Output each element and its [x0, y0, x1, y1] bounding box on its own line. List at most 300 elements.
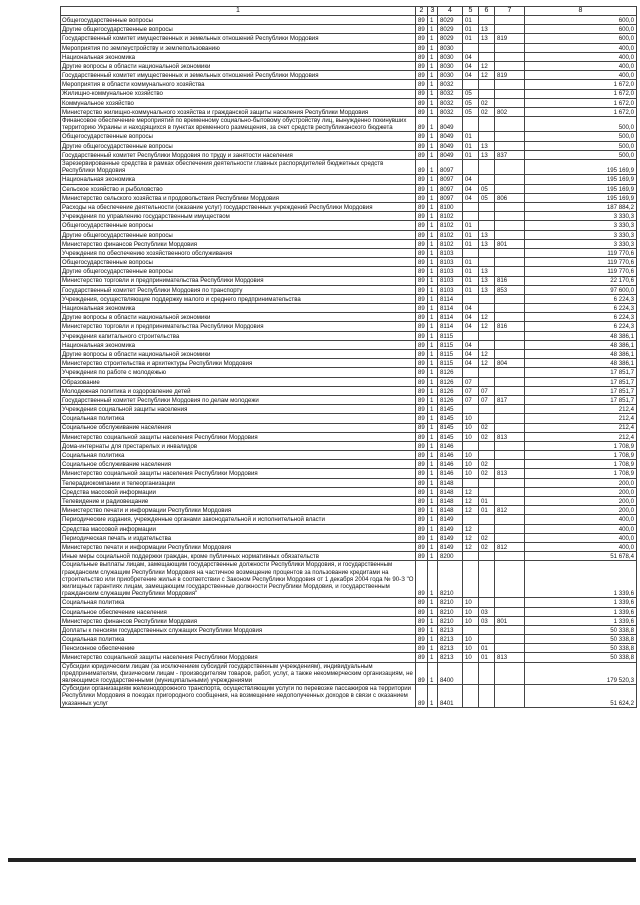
cell-ministry-code — [495, 304, 525, 313]
cell-ministry-code — [495, 160, 525, 175]
cell-code-b: 1 — [428, 71, 438, 80]
cell-code-b: 1 — [428, 561, 438, 598]
table-row — [61, 150, 637, 159]
cell-code-a: 89 — [416, 313, 428, 322]
cell-target-code: 8126 — [438, 395, 463, 404]
cell-item-name: Доплаты к пенсиям государственных служащих Республики Мордовия — [61, 625, 416, 634]
table-row — [61, 25, 637, 34]
cell-item-name: Периодические издания, учрежденные органами законодательной и исполнительной власти — [61, 515, 416, 524]
cell-ministry-code: 806 — [495, 193, 525, 202]
cell-amount: 3 330,3 — [525, 212, 637, 221]
cell-ministry-code — [495, 487, 525, 496]
cell-ministry-code — [495, 52, 525, 61]
cell-item-name: Общегосударственные вопросы — [61, 221, 416, 230]
cell-code-b: 1 — [428, 598, 438, 607]
cell-code-b: 1 — [428, 16, 438, 25]
cell-subsection — [479, 561, 495, 598]
cell-amount: 500,0 — [525, 117, 637, 132]
cell-subsection — [479, 662, 495, 685]
cell-target-code: 8145 — [438, 405, 463, 414]
cell-item-name: Учреждения по работе с молодежью — [61, 368, 416, 377]
cell-amount: 1 708,9 — [525, 469, 637, 478]
cell-target-code: 8126 — [438, 377, 463, 386]
cell-item-name: Пенсионное обеспечение — [61, 644, 416, 653]
cell-code-a: 89 — [416, 132, 428, 141]
cell-target-code: 8115 — [438, 331, 463, 340]
cell-code-b: 1 — [428, 460, 438, 469]
cell-amount: 1 672,0 — [525, 107, 637, 116]
cell-item-name: Министерство финансов Республики Мордовия — [61, 616, 416, 625]
cell-section: 12 — [463, 542, 479, 551]
cell-item-name: Мероприятия по землеустройству и землепользованию — [61, 43, 416, 52]
cell-code-b: 1 — [428, 107, 438, 116]
table-row — [61, 598, 637, 607]
cell-subsection: 01 — [479, 644, 495, 653]
table-row — [61, 524, 637, 533]
cell-code-a: 89 — [416, 71, 428, 80]
cell-subsection — [479, 132, 495, 141]
cell-subsection: 13 — [479, 267, 495, 276]
cell-subsection — [479, 515, 495, 524]
cell-item-name: Коммунальное хозяйство — [61, 98, 416, 107]
table-row — [61, 460, 637, 469]
cell-ministry-code: 816 — [495, 276, 525, 285]
cell-subsection: 02 — [479, 533, 495, 542]
cell-section: 01 — [463, 16, 479, 25]
cell-amount: 600,0 — [525, 25, 637, 34]
cell-item-name: Расходы на обеспечение деятельности (оказание услуг) государственных учреждений Республики Мордовия — [61, 203, 416, 212]
cell-section: 07 — [463, 395, 479, 404]
cell-code-a: 89 — [416, 685, 428, 708]
cell-amount: 400,0 — [525, 71, 637, 80]
cell-subsection — [479, 160, 495, 175]
table-row — [61, 395, 637, 404]
cell-code-b: 1 — [428, 497, 438, 506]
cell-amount: 119 770,6 — [525, 258, 637, 267]
cell-target-code: 8115 — [438, 350, 463, 359]
cell-code-b: 1 — [428, 625, 438, 634]
cell-amount: 400,0 — [525, 52, 637, 61]
cell-code-b: 1 — [428, 150, 438, 159]
table-row — [61, 644, 637, 653]
cell-target-code: 8097 — [438, 184, 463, 193]
cell-amount: 50 338,8 — [525, 635, 637, 644]
cell-item-name: Социальная политика — [61, 635, 416, 644]
cell-code-a: 89 — [416, 607, 428, 616]
cell-target-code: 8146 — [438, 451, 463, 460]
cell-amount: 600,0 — [525, 34, 637, 43]
cell-ministry-code — [495, 43, 525, 52]
cell-section: 10 — [463, 451, 479, 460]
cell-target-code: 8400 — [438, 662, 463, 685]
table-row — [61, 377, 637, 386]
cell-code-b: 1 — [428, 469, 438, 478]
cell-code-a: 89 — [416, 117, 428, 132]
cell-ministry-code — [495, 294, 525, 303]
cell-subsection — [479, 377, 495, 386]
cell-section — [463, 212, 479, 221]
cell-amount: 500,0 — [525, 150, 637, 159]
cell-code-b: 1 — [428, 61, 438, 70]
cell-amount: 400,0 — [525, 533, 637, 542]
cell-code-b: 1 — [428, 80, 438, 89]
cell-section: 12 — [463, 487, 479, 496]
cell-subsection — [479, 117, 495, 132]
cell-section: 04 — [463, 304, 479, 313]
cell-amount: 1 339,6 — [525, 561, 637, 598]
cell-code-b: 1 — [428, 368, 438, 377]
cell-target-code: 8210 — [438, 598, 463, 607]
cell-code-a: 89 — [416, 395, 428, 404]
table-row — [61, 285, 637, 294]
cell-subsection: 13 — [479, 150, 495, 159]
cell-subsection: 13 — [479, 276, 495, 285]
cell-code-b: 1 — [428, 285, 438, 294]
table-row — [61, 561, 637, 598]
table-row — [61, 607, 637, 616]
cell-subsection: 02 — [479, 107, 495, 116]
cell-code-a: 89 — [416, 141, 428, 150]
cell-subsection — [479, 52, 495, 61]
table-body — [61, 7, 637, 708]
cell-item-name: Зарезервированные средства в рамках обеспечения деятельности главных распорядителей бюджетных средств Республики Мордовия — [61, 160, 416, 175]
cell-code-b: 1 — [428, 533, 438, 542]
cell-section: 04 — [463, 52, 479, 61]
cell-section: 12 — [463, 497, 479, 506]
table-row — [61, 478, 637, 487]
cell-ministry-code — [495, 313, 525, 322]
cell-code-a: 89 — [416, 497, 428, 506]
cell-item-name: Социальное обеспечение населения — [61, 607, 416, 616]
cell-subsection: 07 — [479, 386, 495, 395]
cell-ministry-code — [495, 497, 525, 506]
cell-code-a: 89 — [416, 515, 428, 524]
cell-code-a: 89 — [416, 160, 428, 175]
cell-code-b: 1 — [428, 359, 438, 368]
cell-code-a: 89 — [416, 506, 428, 515]
cell-code-a: 89 — [416, 359, 428, 368]
cell-target-code: 8148 — [438, 497, 463, 506]
cell-amount: 50 338,8 — [525, 625, 637, 634]
cell-section: 04 — [463, 313, 479, 322]
cell-section: 04 — [463, 322, 479, 331]
table-row — [61, 230, 637, 239]
cell-section: 10 — [463, 616, 479, 625]
cell-section: 01 — [463, 221, 479, 230]
cell-item-name: Государственный комитет Республики Мордовия по делам молодежи — [61, 395, 416, 404]
cell-amount: 212,4 — [525, 405, 637, 414]
cell-target-code: 8049 — [438, 150, 463, 159]
cell-item-name: Национальная экономика — [61, 304, 416, 313]
cell-ministry-code: 804 — [495, 359, 525, 368]
cell-subsection — [479, 89, 495, 98]
cell-code-a: 89 — [416, 487, 428, 496]
cell-code-b: 1 — [428, 203, 438, 212]
cell-section — [463, 80, 479, 89]
cell-subsection — [479, 635, 495, 644]
table-row — [61, 107, 637, 116]
cell-item-name: Государственный комитет Республики Мордовия по труду и занятости населения — [61, 150, 416, 159]
cell-ministry-code — [495, 377, 525, 386]
cell-item-name: Другие общегосударственные вопросы — [61, 141, 416, 150]
cell-amount: 500,0 — [525, 141, 637, 150]
cell-ministry-code — [495, 451, 525, 460]
cell-item-name: Средства массовой информации — [61, 524, 416, 533]
cell-subsection: 12 — [479, 350, 495, 359]
cell-item-name: Государственный комитет Республики Мордовия по транспорту — [61, 285, 416, 294]
cell-ministry-code — [495, 460, 525, 469]
cell-subsection — [479, 451, 495, 460]
cell-subsection — [479, 294, 495, 303]
table-row — [61, 16, 637, 25]
cell-ministry-code: 853 — [495, 285, 525, 294]
table-row — [61, 423, 637, 432]
cell-item-name: Министерство сельского хозяйства и продовольствия Республики Мордовия — [61, 193, 416, 202]
cell-target-code: 8148 — [438, 506, 463, 515]
table-row — [61, 506, 637, 515]
cell-code-b: 1 — [428, 230, 438, 239]
cell-amount: 195 169,9 — [525, 193, 637, 202]
cell-item-name: Учреждения социальной защиты населения — [61, 405, 416, 414]
cell-code-a: 89 — [416, 635, 428, 644]
cell-code-b: 1 — [428, 221, 438, 230]
cell-amount: 51 624,2 — [525, 685, 637, 708]
cell-subsection — [479, 625, 495, 634]
cell-ministry-code — [495, 478, 525, 487]
cell-amount: 179 520,3 — [525, 662, 637, 685]
cell-ministry-code — [495, 552, 525, 561]
cell-code-a: 89 — [416, 432, 428, 441]
cell-code-a: 89 — [416, 212, 428, 221]
cell-item-name: Сельское хозяйство и рыболовство — [61, 184, 416, 193]
cell-subsection — [479, 441, 495, 450]
cell-section: 10 — [463, 460, 479, 469]
budget-sheet — [60, 6, 636, 708]
cell-target-code: 8213 — [438, 625, 463, 634]
table-row — [61, 552, 637, 561]
cell-ministry-code — [495, 515, 525, 524]
cell-section — [463, 294, 479, 303]
cell-ministry-code — [495, 25, 525, 34]
cell-subsection — [479, 598, 495, 607]
cell-code-a: 89 — [416, 524, 428, 533]
cell-code-b: 1 — [428, 313, 438, 322]
cell-subsection: 05 — [479, 184, 495, 193]
cell-code-b: 1 — [428, 423, 438, 432]
cell-code-b: 1 — [428, 377, 438, 386]
cell-code-b: 1 — [428, 141, 438, 150]
cell-code-b: 1 — [428, 395, 438, 404]
cell-subsection — [479, 524, 495, 533]
cell-subsection — [479, 258, 495, 267]
cell-code-a: 89 — [416, 184, 428, 193]
cell-item-name: Субсидии юридическим лицам (за исключением субсидий государственным учреждениям), индивидуальным предпринимателям, физическим лицам - производителям товаров, работ, услуг, а также некоммерческим организациям, не являющимся государственными (муниципальными) учреждениями — [61, 662, 416, 685]
column-header: 7 — [495, 7, 525, 16]
cell-ministry-code — [495, 267, 525, 276]
cell-target-code: 8145 — [438, 414, 463, 423]
cell-ministry-code — [495, 533, 525, 542]
cell-target-code: 8126 — [438, 386, 463, 395]
cell-code-a: 89 — [416, 267, 428, 276]
table-row — [61, 248, 637, 257]
cell-code-b: 1 — [428, 117, 438, 132]
cell-target-code: 8210 — [438, 561, 463, 598]
cell-code-a: 89 — [416, 80, 428, 89]
cell-target-code: 8029 — [438, 34, 463, 43]
cell-target-code: 8114 — [438, 304, 463, 313]
table-row — [61, 616, 637, 625]
cell-item-name: Мероприятия в области коммунального хозяйства — [61, 80, 416, 89]
cell-section: 01 — [463, 258, 479, 267]
cell-ministry-code — [495, 340, 525, 349]
cell-code-a: 89 — [416, 561, 428, 598]
cell-code-a: 89 — [416, 248, 428, 257]
cell-ministry-code — [495, 635, 525, 644]
cell-code-b: 1 — [428, 25, 438, 34]
cell-section: 07 — [463, 386, 479, 395]
cell-target-code: 8049 — [438, 132, 463, 141]
cell-section: 10 — [463, 423, 479, 432]
cell-section — [463, 685, 479, 708]
cell-code-b: 1 — [428, 160, 438, 175]
cell-ministry-code — [495, 16, 525, 25]
cell-ministry-code — [495, 221, 525, 230]
cell-item-name: Социальное обслуживание населения — [61, 423, 416, 432]
cell-code-b: 1 — [428, 193, 438, 202]
cell-item-name: Социальная политика — [61, 414, 416, 423]
cell-amount: 3 330,3 — [525, 239, 637, 248]
cell-code-a: 89 — [416, 203, 428, 212]
cell-amount: 200,0 — [525, 478, 637, 487]
cell-subsection: 12 — [479, 61, 495, 70]
cell-code-a: 89 — [416, 304, 428, 313]
cell-code-a: 89 — [416, 34, 428, 43]
cell-subsection: 12 — [479, 322, 495, 331]
cell-code-b: 1 — [428, 89, 438, 98]
cell-target-code: 8030 — [438, 43, 463, 52]
cell-amount: 97 600,0 — [525, 285, 637, 294]
cell-ministry-code — [495, 685, 525, 708]
cell-subsection — [479, 487, 495, 496]
cell-item-name: Другие общегосударственные вопросы — [61, 267, 416, 276]
cell-ministry-code — [495, 598, 525, 607]
cell-subsection: 01 — [479, 506, 495, 515]
cell-subsection: 07 — [479, 395, 495, 404]
table-row — [61, 653, 637, 662]
cell-section: 04 — [463, 184, 479, 193]
table-row — [61, 89, 637, 98]
cell-section: 05 — [463, 98, 479, 107]
cell-code-a: 89 — [416, 340, 428, 349]
cell-section: 01 — [463, 230, 479, 239]
cell-item-name: Социальные выплаты лицам, замещающим государственные должности Республики Мордовия, и государственным гражданским служащим Республики Мордовия на частичное возмещение процентов за пользование кредитами на строительство или приобретение жилья в соответствии с Законом Республики Мордовия от 1 декабря 2004 года № 90-З "О жилищных гарантиях лицам, замещающим государственные должности Республики Мордовия, и государственным гражданским служащим Республики Мордовия" — [61, 561, 416, 598]
cell-ministry-code — [495, 625, 525, 634]
cell-item-name: Министерство торговли и предпринимательства Республики Мордовия — [61, 322, 416, 331]
table-row — [61, 221, 637, 230]
table-row — [61, 685, 637, 708]
cell-ministry-code — [495, 61, 525, 70]
cell-code-a: 89 — [416, 43, 428, 52]
cell-subsection: 02 — [479, 542, 495, 551]
cell-code-a: 89 — [416, 625, 428, 634]
cell-code-a: 89 — [416, 52, 428, 61]
cell-section — [463, 478, 479, 487]
cell-target-code: 8030 — [438, 71, 463, 80]
cell-section: 10 — [463, 432, 479, 441]
cell-ministry-code — [495, 212, 525, 221]
cell-item-name: Министерство печати и информации Республики Мордовия — [61, 506, 416, 515]
cell-item-name: Общегосударственные вопросы — [61, 16, 416, 25]
cell-code-a: 89 — [416, 405, 428, 414]
cell-target-code: 8149 — [438, 533, 463, 542]
cell-subsection: 03 — [479, 607, 495, 616]
cell-amount: 6 224,3 — [525, 304, 637, 313]
cell-code-a: 89 — [416, 451, 428, 460]
table-row — [61, 451, 637, 460]
cell-item-name: Министерство социальной защиты населения Республики Мордовия — [61, 432, 416, 441]
cell-section: 01 — [463, 150, 479, 159]
cell-code-a: 89 — [416, 644, 428, 653]
cell-ministry-code: 801 — [495, 239, 525, 248]
cell-code-a: 89 — [416, 478, 428, 487]
cell-code-a: 89 — [416, 107, 428, 116]
cell-amount: 48 386,1 — [525, 350, 637, 359]
cell-section — [463, 515, 479, 524]
cell-target-code: 8049 — [438, 117, 463, 132]
cell-amount: 6 224,3 — [525, 294, 637, 303]
cell-item-name: Другие вопросы в области национальной экономики — [61, 61, 416, 70]
cell-item-name: Министерство печати и информации Республики Мордовия — [61, 542, 416, 551]
cell-code-b: 1 — [428, 34, 438, 43]
cell-code-b: 1 — [428, 340, 438, 349]
cell-ministry-code: 816 — [495, 322, 525, 331]
cell-code-b: 1 — [428, 98, 438, 107]
cell-section: 10 — [463, 414, 479, 423]
cell-target-code: 8029 — [438, 16, 463, 25]
cell-code-b: 1 — [428, 542, 438, 551]
cell-item-name: Социальная политика — [61, 598, 416, 607]
cell-code-b: 1 — [428, 276, 438, 285]
cell-amount: 212,4 — [525, 414, 637, 423]
cell-item-name: Национальная экономика — [61, 175, 416, 184]
cell-code-b: 1 — [428, 662, 438, 685]
cell-code-a: 89 — [416, 331, 428, 340]
cell-target-code: 8032 — [438, 89, 463, 98]
table-row — [61, 542, 637, 551]
cell-target-code: 8114 — [438, 322, 463, 331]
cell-subsection: 13 — [479, 25, 495, 34]
cell-ministry-code — [495, 80, 525, 89]
cell-section — [463, 662, 479, 685]
table-row — [61, 497, 637, 506]
cell-ministry-code: 813 — [495, 432, 525, 441]
cell-ministry-code — [495, 441, 525, 450]
cell-code-a: 89 — [416, 193, 428, 202]
cell-section: 04 — [463, 340, 479, 349]
cell-amount: 200,0 — [525, 506, 637, 515]
cell-amount: 500,0 — [525, 132, 637, 141]
cell-target-code: 8210 — [438, 616, 463, 625]
cell-amount: 17 851,7 — [525, 377, 637, 386]
cell-code-a: 89 — [416, 150, 428, 159]
cell-target-code: 8103 — [438, 258, 463, 267]
cell-item-name: Социальная политика — [61, 451, 416, 460]
cell-amount: 48 386,1 — [525, 331, 637, 340]
cell-target-code: 8102 — [438, 221, 463, 230]
cell-code-b: 1 — [428, 405, 438, 414]
cell-code-a: 89 — [416, 377, 428, 386]
cell-code-b: 1 — [428, 644, 438, 653]
